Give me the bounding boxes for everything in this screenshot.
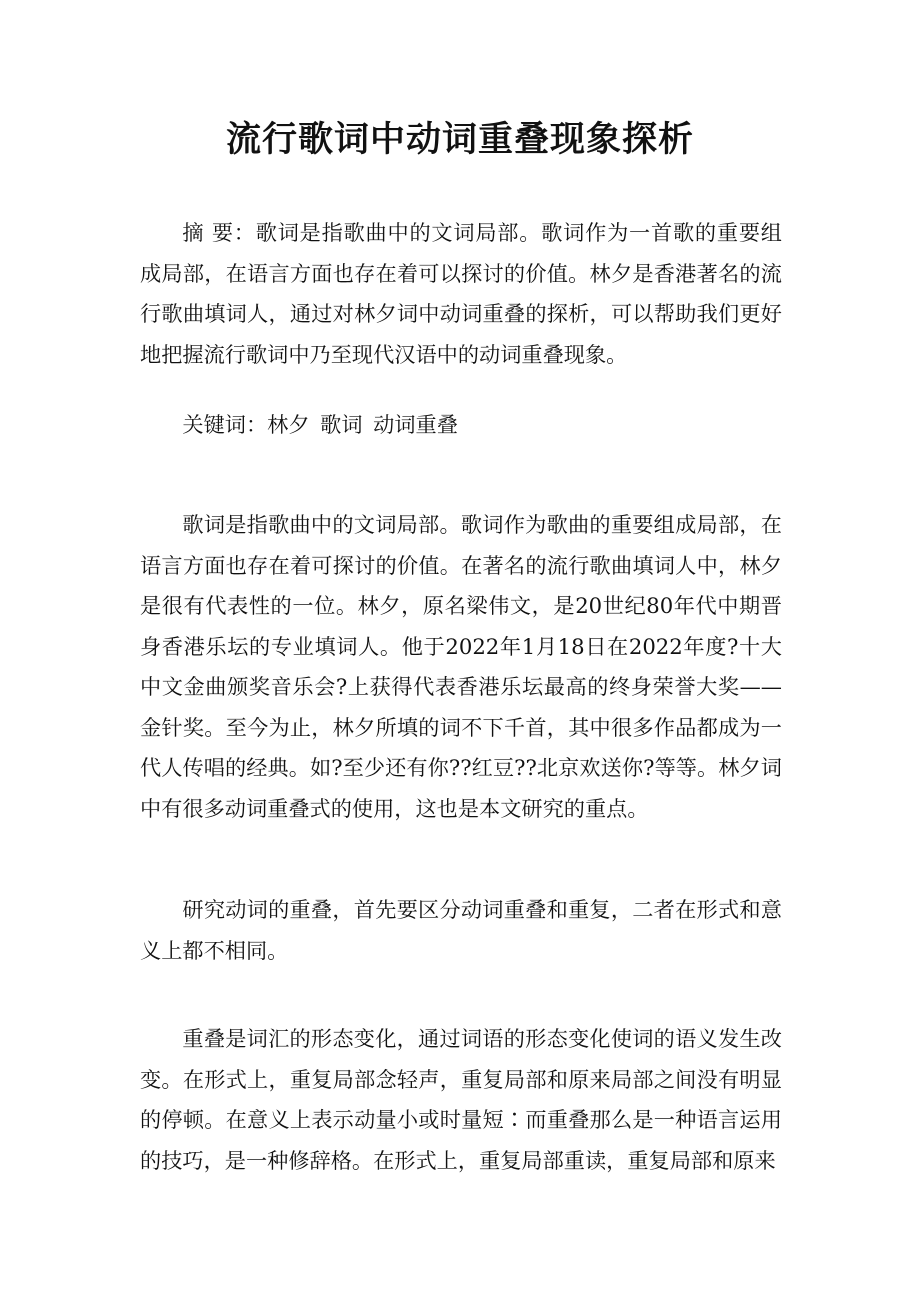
body-paragraph: 研究动词的重叠，首先要区分动词重叠和重复，二者在形式和意义上都不相同。	[140, 897, 782, 963]
keywords-label: 关键词：	[182, 412, 268, 437]
keyword-item: 林夕	[267, 412, 310, 437]
keywords-line	[140, 405, 782, 446]
keyword-item: 动词重叠	[373, 412, 458, 437]
keyword-item: 歌词	[320, 412, 363, 437]
body-paragraph: 重叠是词汇的形态变化，通过词语的形态变化使词的语义发生改变。在形式上，重复局部念轻声，重复局部和原来局部之间没有明显的停顿。在意义上表示动量小或时量短∶而重叠那么是一种语言运用的技巧，是一种修辞格。在形式上，重复局部重读，重复局部和原来	[140, 1026, 782, 1173]
body-paragraph: 歌词是指歌曲中的文词局部。歌词作为歌曲的重要组成局部，在语言方面也存在着可探讨的价值。在著名的流行歌曲填词人中，林夕是很有代表性的一位。林夕，原名梁伟文，是20世纪80年代中期晋身香港乐坛的专业填词人。他于2022年1月18日在2022年度?十大中文金曲颁奖音乐会?上获得代表香港乐坛最高的终身荣誉大奖——金针奖。至今为止，林夕所填的词不下千首，其中很多作品都成为一代人传唱的经典。如?至少还有你??红豆??北京欢送你?等等。林夕词中有很多动词重叠式的使用，这也是本文研究的重点。	[140, 512, 782, 821]
document-title: 流行歌词中动词重叠现象探析	[225, 119, 694, 160]
abstract-paragraph: 摘 要：歌词是指歌曲中的文词局部。歌词作为一首歌的重要组成局部，在语言方面也存在着可以探讨的价值。林夕是香港著名的流行歌曲填词人，通过对林夕词中动词重叠的探析，可以帮助我们更好地把握流行歌词中乃至现代汉语中的动词重叠现象。	[140, 220, 782, 367]
